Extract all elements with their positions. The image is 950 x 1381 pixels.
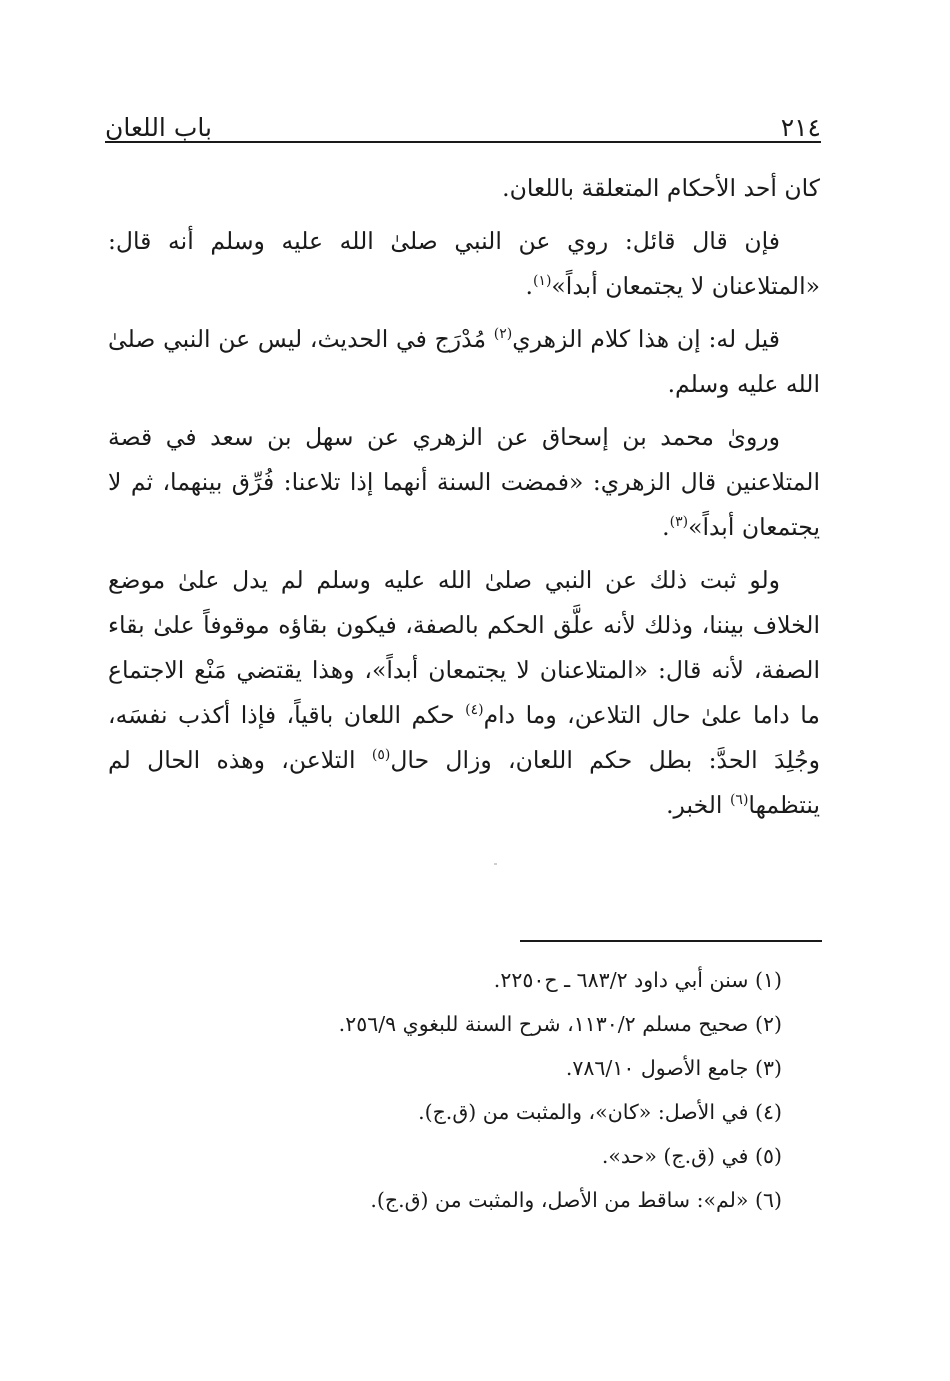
paragraph-4-text: ورویٰ محمد بن إسحاق عن الزهري عن سهل بن سعد في قصة المتلاعنين قال الزهري: «فمضت السنة أنهما إذا تلاعنا: فُرِّق بينهما، ثم لا يجتمعان أبداً» bbox=[108, 423, 820, 541]
paragraph-1-text: كان أحد الأحكام المتعلقة باللعان. bbox=[502, 174, 820, 202]
footnote-ref-3: (٣) bbox=[669, 514, 689, 531]
paragraph-1 bbox=[108, 166, 820, 211]
footnote-ref-5: (٥) bbox=[371, 747, 391, 764]
footnote-ref-4: (٤) bbox=[465, 702, 484, 719]
header-rule bbox=[105, 141, 821, 143]
running-header bbox=[105, 96, 821, 142]
chapter-title: باب اللعان bbox=[105, 113, 212, 142]
paragraph-4 bbox=[108, 415, 820, 550]
footnote-ref-2: (٢) bbox=[493, 326, 513, 343]
paragraph-2-text: فإن قال قائل: روي عن النبي صلىٰ الله عليه وسلم أنه قال: «المتلاعنان لا يجتمعان أبداً» bbox=[108, 227, 820, 300]
paragraph-3 bbox=[108, 317, 820, 407]
footnote-ref-1: (١) bbox=[532, 273, 552, 290]
paragraph-2 bbox=[108, 219, 820, 309]
paragraph-2-end: . bbox=[525, 272, 533, 300]
paragraph-4-end: . bbox=[662, 513, 670, 541]
footnote-2: (٢) صحيح مسلم ١١٣٠/٢، شرح السنة للبغوي ٢٥٦/٩. bbox=[338, 1012, 782, 1036]
main-text bbox=[108, 166, 820, 836]
footnote-ref-6: (٦) bbox=[729, 792, 749, 809]
paragraph-5 bbox=[108, 558, 820, 828]
paragraph-5-text-a: ولو ثبت ذلك عن النبي صلىٰ الله عليه وسلم لم يدل علىٰ موضع الخلاف بيننا، وذلك لأنه علَّق الحكم بالصفة، فيكون بقاؤه موقوفاً علىٰ بقاء الصفة، لأنه قال: «المتلاعنان لا يجتمعان أبداً»، وهذا يقتضي مَنْع الاجتماع ما داما علىٰ حال التلاعن، وما دام bbox=[108, 566, 820, 729]
footnotes bbox=[200, 958, 782, 1222]
footnote-5: (٥) في (ق.ج) «حد». bbox=[601, 1144, 782, 1168]
paragraph-3-text-a: قيل له: إن هذا كلام الزهري bbox=[512, 325, 780, 353]
footnote-rule bbox=[520, 940, 822, 942]
paragraph-5-text-b: حكم اللعان باقياً، فإذا أكذب نفسَه، وجُلِدَ الحدَّ: بطل حكم اللعان، وزال حال bbox=[108, 701, 820, 774]
scan-speck bbox=[494, 863, 497, 865]
footnote-6: (٦) «لم»: ساقط من الأصل، والمثبت من (ق.ج). bbox=[370, 1188, 782, 1212]
footnote-4: (٤) في الأصل: «كان»، والمثبت من (ق.ج). bbox=[418, 1100, 782, 1124]
paragraph-3-text-b: مُدْرَج في الحديث، ليس عن النبي صلىٰ الله عليه وسلم. bbox=[108, 325, 820, 398]
footnote-3: (٣) جامع الأصول ٧٨٦/١٠. bbox=[565, 1056, 782, 1080]
page-number: ٢١٤ bbox=[780, 113, 821, 142]
paragraph-5-text-c: التلاعن، وهذه الحال لم ينتظمها bbox=[108, 746, 820, 819]
paragraph-5-text-d: الخبر. bbox=[666, 791, 730, 819]
footnote-1: (١) سنن أبي داود ٦٨٣/٢ ـ ح٢٢٥٠. bbox=[493, 968, 782, 992]
